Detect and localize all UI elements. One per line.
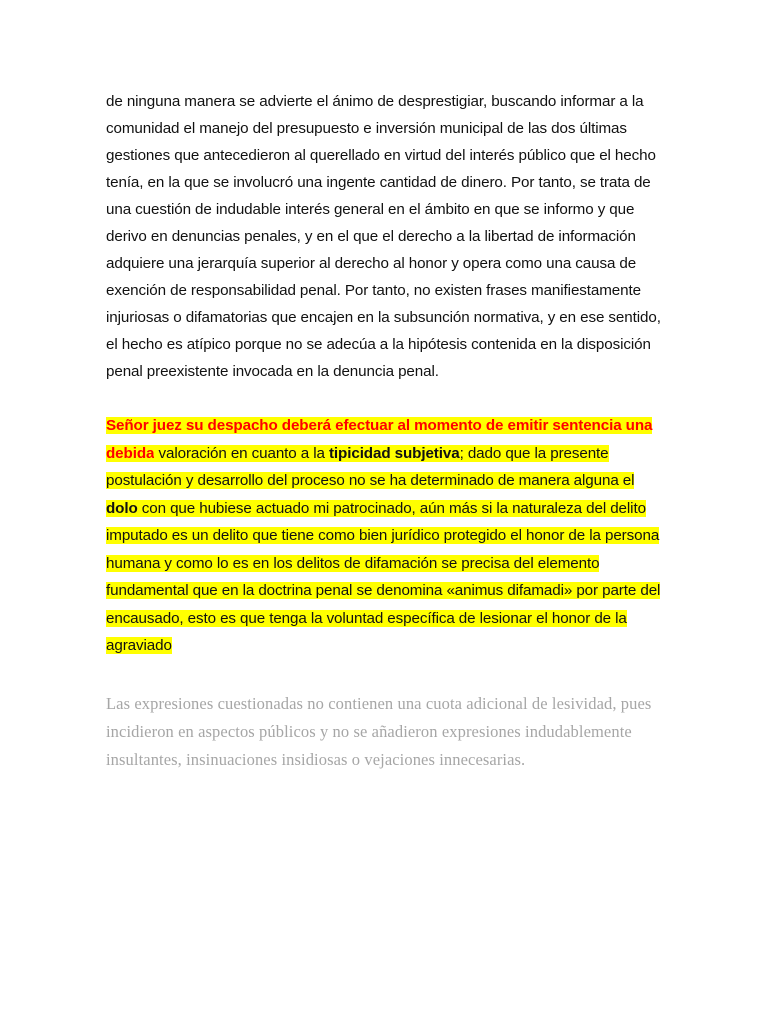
highlighted-segment-middle-a: ; dado que la presente postulación y desarrollo del proceso no se ha determinado de manera alguna el: [106, 444, 635, 489]
document-body: [106, 88, 662, 774]
paragraph-intro: de ninguna manera se advierte el ánimo de desprestigiar, buscando informar a la comunidad el manejo del presupuesto e inversión municipal de las dos últimas gestiones que antecedieron al querellado en virtud del interés público que el hecho tenía, en la que se involucró una ingente cantidad de dinero. Por tanto, se trata de una cuestión de indudable interés general en el ámbito en que se informo y que derivo en denuncias penales, y en el que el derecho a la libertad de información adquiere una jerarquía superior al derecho al honor y opera como una causa de exención de responsabilidad penal. Por tanto, no existen frases manifiestamente injuriosas o difamatorias que encajen en la subsunción normativa, y en ese sentido, el hecho es atípico porque no se adecúa a la hipótesis contenida en la disposición penal preexistente invocada en la denuncia penal.: [106, 93, 661, 380]
highlighted-bold-term-dolo: dolo: [106, 499, 138, 517]
highlighted-segment-middle-b: con que hubiese actuado mi patrocinado, aún más si la naturaleza del delito imputado es un delito que tiene como bien jurídico protegido el honor de la persona humana y como lo es en los delitos de difamación se precisa del elemento fundamental que en la doctrina penal se denomina «animus difamadi» por parte del encausado, esto es que tenga la voluntad específica de lesionar el honor de la agraviado: [106, 499, 661, 654]
highlighted-red-lead: Señor juez su despacho deberá efectuar al momento de emitir sentencia una debida: [106, 417, 653, 462]
paragraph-highlighted: [106, 412, 662, 660]
paragraph-spacer: [106, 385, 662, 412]
highlighted-bold-term-tipicidad: tipicidad subjetiva: [328, 444, 460, 462]
paragraph-closing-grey: Las expresiones cuestionadas no contienen una cuota adicional de lesividad, pues incidieron en aspectos públicos y no se añadieron expresiones indudablemente insultantes, insinuaciones insidiosas o vejaciones innecesarias.: [106, 693, 652, 769]
highlighted-segment-after-lead: valoración en cuanto a la: [154, 444, 329, 462]
paragraph-spacer-2: [106, 660, 662, 690]
